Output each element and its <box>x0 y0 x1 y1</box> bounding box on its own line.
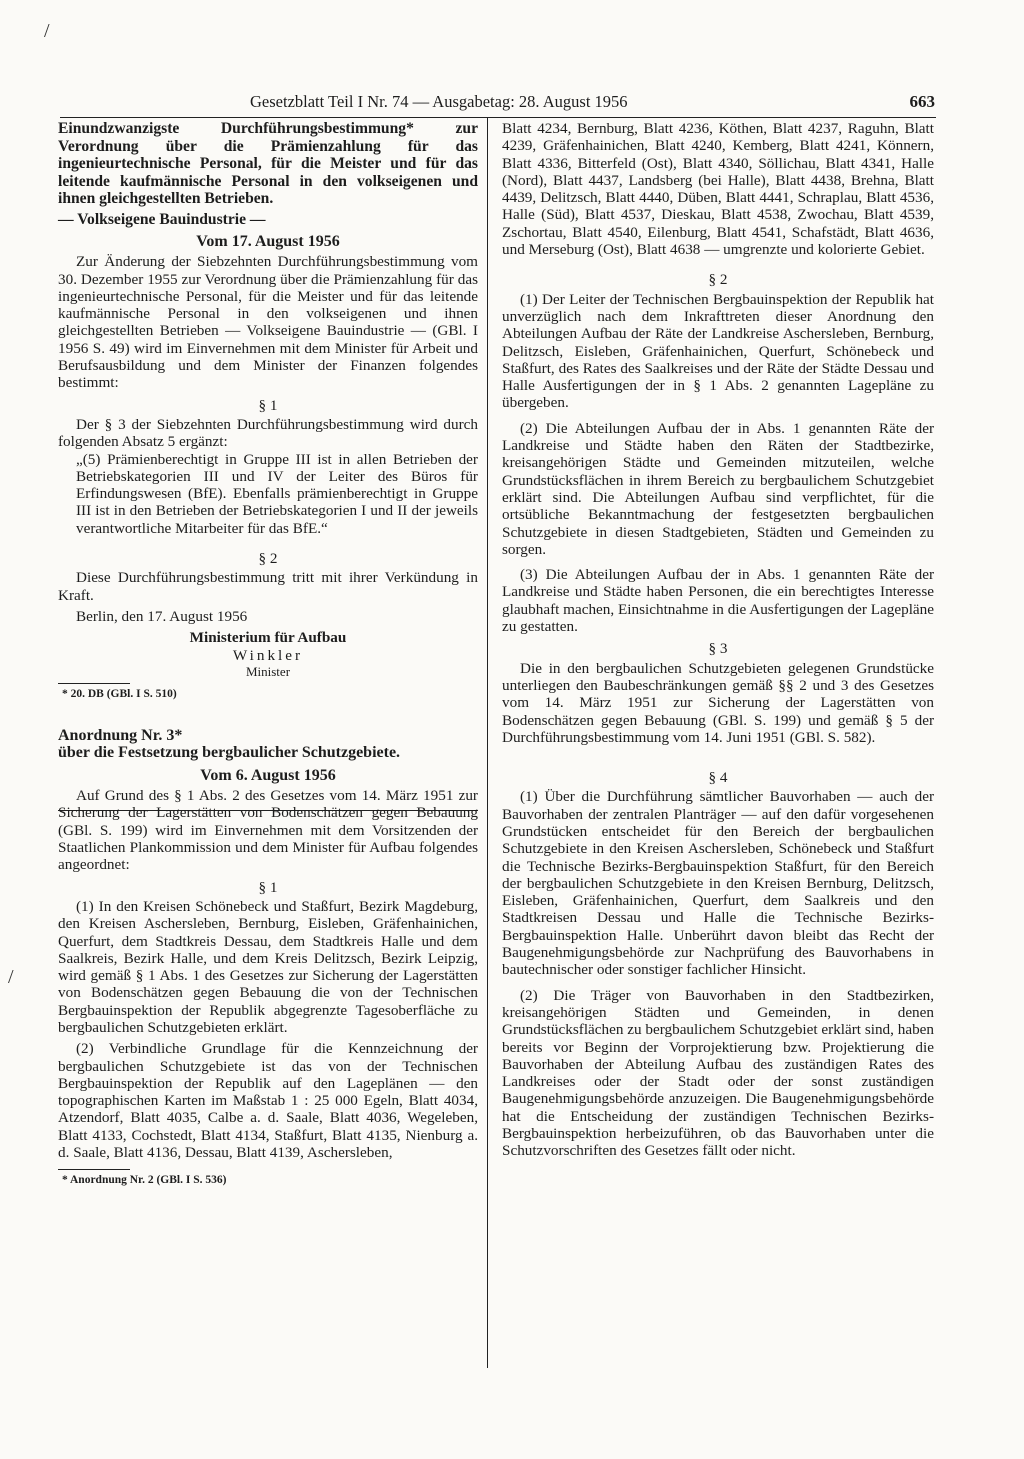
order-section-3-text: Die in den bergbaulichen Schutzgebieten gelegenen Grundstücke unterliegen den Baubeschränkungen gemäß §§ 2 und 3 des Gesetzes vom 14. März 1951 zur Sicherung der Lagerstätten von Bodenschätzen gegen Bebauung (GBl. S. 199) und gemäß § 5 der Durchführungsbestimmung vom 14. Juni 1951 (GBl. S. 582). <box>502 659 934 746</box>
order-title: Anordnung Nr. 3* <box>58 726 183 744</box>
pencil-mark-top: / <box>44 20 50 42</box>
order-section-4-para-2: (2) Die Träger von Bauvorhaben in den Stadtbezirken, kreisangehörigen Städten und Gemeinden, in denen Grundstücksflächen zu bergbaulichem Schutzgebiet erklärt sind, haben bereits vor Beginn der Vorprojektierung bzw. Projektierung die Bauvorhaben der Abteilung Aufbau des zuständigen Rates des Landkreises oder der Stadt oder der sonst zuständigen Baugenehmigungsbehörde anzuzeigen. Die Baugenehmigungsbehörde hat die Entscheidung der zuständigen Technischen Bezirks-Bergbauinspektion herbeizuführen, ob das Bauvorhaben unter die Schutzvorschriften des Gesetzes fällt oder nicht. <box>502 986 934 1160</box>
continuation-text: Blatt 4234, Bernburg, Blatt 4236, Köthen, Blatt 4237, Raguhn, Blatt 4239, Gräfenhainichen, Blatt 4240, Kemberg, Blatt 4241, Könnern, Blatt 4336, Bitterfeld (Ost), Blatt 4340, Söllichau, Blatt 4341, Halle (Nord), Blatt 4437, Landsberg (bei Halle), Blatt 4438, Brehna, Blatt 4439, Delitzsch, Blatt 4440, Düben, Blatt 4441, Schraplau, Blatt 4536, Halle (Süd), Blatt 4537, Dieskau, Blatt 4538, Zwochau, Blatt 4539, Zschortau, Blatt 4540, Eilenburg, Blatt 4541, Schafstädt, Blatt 4636, und Merseburg (Ost), Blatt 4638 — umgrenzte und kolorierte Gebiet. <box>502 120 934 259</box>
order-section-4-heading: § 4 <box>708 769 728 787</box>
signer-title: Minister <box>245 663 291 679</box>
section-1-quote: „(5) Prämienberechtigt in Gruppe III ist in allen Betrieben der Betriebskategorien III und IV der Leiter des Büros für Erfindungswesen (BfE). Ebenfalls prämienberechtigt in Gruppe III ist in den Betrieben der Betriebskategorien I und II der jeweils verantwortliche Mitarbeiter für das BfE.“ <box>76 450 478 537</box>
order-section-4-para-1: (1) Über die Durchführung sämtlicher Bauvorhaben — auch der Bauvorhaben der zentralen Planträger — auf den dafür vorgesehenen Grundstücken entscheidet für den Bereich der bergbaulichen Schutzgebiete in den Kreisen Aschersleben, Schönebeck und Staßfurt die Technische Bezirks-Bergbauinspektion Staßfurt, für den Bereich der bergbaulichen Schutzgebiete in den Kreisen Bernburg, Delitzsch, Eisleben, Gräfenhainichen, Querfurt, dem Saalkreis und den Stadtkreisen Dessau und Halle die Technische Bezirks-Bergbauinspektion Halle. Unberührt davon bleibt das Recht der Baugenehmigungsbehörde zur Nachprüfung des Bauvorhabens in bautechnischer oder sonstiger fachlicher Hinsicht. <box>502 788 934 979</box>
regulation-date: Vom 17. August 1956 <box>196 233 340 250</box>
column-rule <box>487 118 488 1368</box>
regulation-subtitle: — Volkseigene Bauindustrie — <box>58 210 266 228</box>
order-date: Vom 6. August 1956 <box>200 766 336 784</box>
order-section-1-para-1: (1) In den Kreisen Schönebeck und Staßfurt, Bezirk Magdeburg, den Kreisen Aschersleben, Bernburg, Eisleben, Gräfenhainichen, Querfurt, dem Stadtkreis Dessau, dem Stadtkreis Halle und dem Saalkreis, Bezirk Halle, und dem Kreis Delitzsch, Bezirk Leipzig, wird gemäß § 1 Abs. 1 des Gesetzes zur Sicherung der Lagerstätten von Bodenschätzen gegen Bebauung die von der Technischen Bergbauinspektion der Republik abgegrenzte Tagesoberfläche zu bergbaulichen Schutzgebieten erklärt. <box>58 897 478 1036</box>
footnote-2: * Anordnung Nr. 2 (GBl. I S. 536) <box>62 1174 227 1187</box>
footnote-1: * 20. DB (GBl. I S. 510) <box>62 687 177 700</box>
footnote-rule-2 <box>58 1169 130 1170</box>
regulation-intro: Zur Änderung der Siebzehnten Durchführungsbestimmung vom 30. Dezember 1955 zur Verordnung über die Prämienzahlung für das ingenieurtechnische Personal, für die Meister und für das leitende kaufmännische Personal in den volkseigenen und ihnen gleichgestellten Betrieben — Volkseigene Bauindustrie — (GBl. I 1956 S. 49) wird im Einvernehmen mit dem Minister für Arbeit und Berufsausbildung und dem Minister der Finanzen folgendes bestimmt: <box>58 253 478 392</box>
order-section-2-para-2: (2) Die Abteilungen Aufbau der in Abs. 1 genannten Räte der Landkreise und Städte haben den Räten der Stadtbezirke, kreisangehörigen Städte und Gemeinden mitzuteilen, welche Grundstücksflächen in ihrem Bereich zu bergbaulichem Schutzgebiet erklärt sind. Die Abteilungen Aufbau sind verpflichtet, für die ortsübliche Bekanntmachung der festgesetzten bergbaulichen Schutzgebiete in diesen Stadtgebieten, Städten und Gemeinden zu sorgen. <box>502 419 934 558</box>
page-header <box>250 92 935 116</box>
ministry-name: Ministerium für Aufbau <box>189 629 347 647</box>
signer-name: Winkler <box>232 646 304 664</box>
order-section-2-heading: § 2 <box>708 271 728 289</box>
section-2-heading: § 2 <box>258 550 278 568</box>
order-section-2-para-1: (1) Der Leiter der Technischen Bergbauinspektion der Republik hat unverzüglich nach dem Inkrafttreten dieser Anordnung den Abteilungen Aufbau der Räte der Landkreise Aschersleben, Bernburg, Delitzsch, Eisleben, Gräfenhainichen, Querfurt, Schönebeck und Staßfurt, des Rates des Saalkreises und der Räte der Städte Dessau und Halle Ausfertigungen der in § 1 Abs. 2 genannten Lagepläne zu übergeben. <box>502 290 934 412</box>
order-section-3-heading: § 3 <box>708 640 728 658</box>
footnote-rule <box>58 683 130 684</box>
order-section-1-para-2: (2) Verbindliche Grundlage für die Kennzeichnung der bergbaulichen Schutzgebiete ist das von der Technischen Bergbauinspektion der Republik auf den Lageplänen — den topographischen Karten im Maßstab 1 : 25 000 Egeln, Blatt 4034, Atzendorf, Blatt 4035, Calbe a. d. Saale, Blatt 4036, Wegeleben, Blatt 4133, Cochstedt, Blatt 4134, Staßfurt, Blatt 4135, Nienburg a. d. Saale, Blatt 4136, Dessau, Blatt 4139, Aschersleben, <box>58 1040 478 1162</box>
section-2-text: Diese Durchführungsbestimmung tritt mit ihrer Verkündung in Kraft. <box>58 569 478 604</box>
right-column <box>502 120 934 1160</box>
order-intro: Auf Grund des § 1 Abs. 2 des Gesetzes vom 14. März 1951 zur Sicherung der Lagerstätten von Bodenschätzen gegen Bebauung (GBl. S. 199) wird im Einvernehmen mit dem Vorsitzenden der Staatlichen Plankommission und dem Minister für Aufbau folgendes angeordnet: <box>58 787 478 874</box>
order-subtitle: über die Festsetzung bergbaulicher Schutzgebiete. <box>58 744 401 762</box>
order-section-2-para-3: (3) Die Abteilungen Aufbau der in Abs. 1 genannten Räte der Landkreise und Städte haben Personen, die ein berechtigtes Interesse glaubhaft machen, Einsichtnahme in die Ausfertigungen der Lagepläne zu gestatten. <box>502 566 934 636</box>
page-number: 663 <box>909 92 935 111</box>
place-date: Berlin, den 17. August 1956 <box>76 607 248 625</box>
order-section-1-heading: § 1 <box>258 878 278 896</box>
regulation-title: Einundzwanzigste Durchführungsbestimmung* zur Verordnung über die Prämienzahlung für das ingenieurtechnische Personal, für die Meister und für das leitende kaufmännische Personal in den volkseigenen und ihnen gleichgestellten Betrieben. <box>58 120 478 207</box>
pencil-mark-left: / <box>8 966 14 988</box>
section-1-text: Der § 3 der Siebzehnten Durchführungsbestimmung wird durch folgenden Absatz 5 ergänzt: <box>58 415 478 451</box>
header-text: Gesetzblatt Teil I Nr. 74 — Ausgabetag: 28. August 1956 <box>250 92 628 111</box>
left-column <box>58 120 478 1187</box>
section-1-heading: § 1 <box>258 396 278 414</box>
header-rule <box>60 117 936 118</box>
